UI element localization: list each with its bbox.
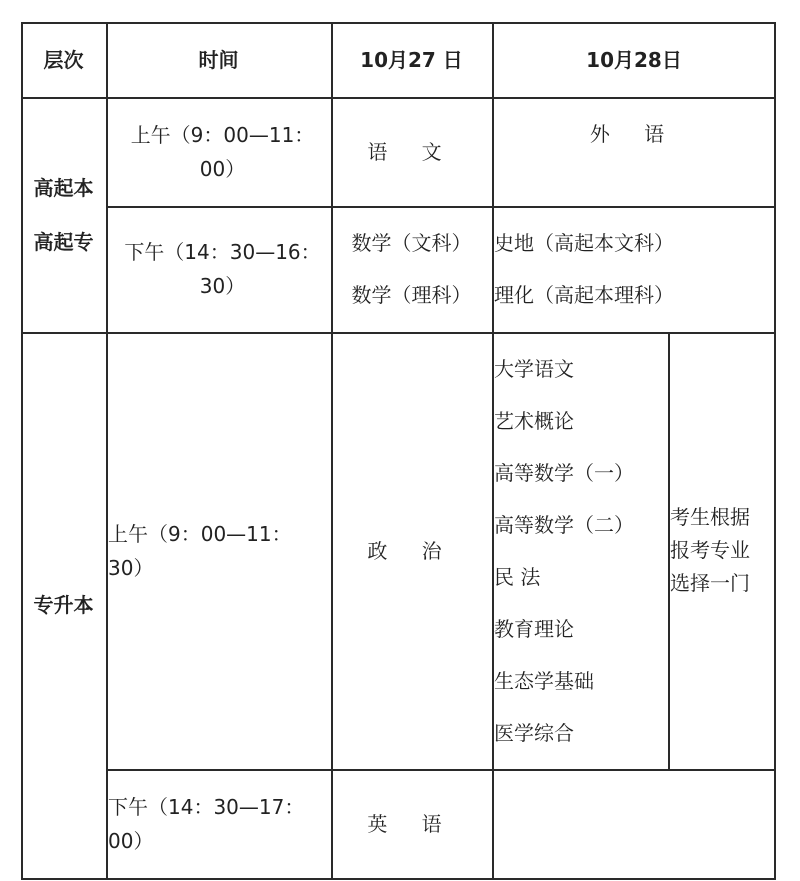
zsb-afternoon-time-line2: 00） xyxy=(108,828,154,853)
gqb-morning-time xyxy=(106,97,331,206)
gqb-afternoon-time-line1: 下午（14：30—16： xyxy=(124,240,321,264)
zsb-morning-time-line1: 上午（9：00—11： xyxy=(108,521,292,546)
header-day2-text: 10月28日 xyxy=(586,47,682,72)
subject-item: 大学语文 xyxy=(494,356,574,381)
gqb-afternoon-time-line2: 30） xyxy=(199,274,246,298)
zsb-morning-note xyxy=(670,332,774,769)
zsb-morning-subjects xyxy=(494,332,668,769)
header-time-text: 时间 xyxy=(198,47,239,72)
note-line: 选择一门 xyxy=(670,571,750,595)
level-zsb-text: 专升本 xyxy=(33,593,94,617)
header-level-text: 层次 xyxy=(43,47,84,72)
header-level xyxy=(21,22,106,97)
zsb-afternoon-time xyxy=(108,769,331,878)
subject-item: 艺术概论 xyxy=(494,408,574,433)
gqb-morning-day2 xyxy=(492,97,776,206)
zsb-afternoon-day1-text: 英 语 xyxy=(367,811,456,836)
subject-item: 高等数学（二） xyxy=(494,512,634,537)
gqb-afternoon-day2 xyxy=(494,206,774,332)
zsb-morning-time-line2: 30） xyxy=(108,555,154,580)
note-line: 报考专业 xyxy=(670,538,750,562)
exam-schedule-table xyxy=(21,22,776,880)
zsb-morning-day1-text: 政 治 xyxy=(367,538,456,563)
gqb-morning-day2-text: 外 语 xyxy=(589,122,679,146)
level-gqb xyxy=(21,97,106,332)
level-zsb xyxy=(21,332,106,878)
subject-item: 民 法 xyxy=(494,564,541,589)
gqb-morning-time-line1: 上午（9：00—11： xyxy=(130,122,315,147)
gqb-afternoon-day1-item: 数学（理科） xyxy=(351,283,472,307)
gqb-morning-time-line2: 00） xyxy=(199,156,246,181)
header-day2 xyxy=(492,22,776,97)
level-gqb-line2: 高起专 xyxy=(33,229,94,254)
zsb-afternoon-day2 xyxy=(492,769,776,878)
subject-item: 生态学基础 xyxy=(494,668,594,693)
gqb-afternoon-day1 xyxy=(331,206,492,332)
gqb-afternoon-day1-item: 数学（文科） xyxy=(351,231,472,255)
gqb-afternoon-day2-item: 理化（高起本理科） xyxy=(494,283,674,307)
gqb-afternoon-time xyxy=(106,206,331,332)
note-line: 考生根据 xyxy=(670,505,750,529)
gqb-morning-day1 xyxy=(331,97,492,206)
zsb-afternoon-time-line1: 下午（14：30—17： xyxy=(108,794,305,819)
subject-item: 教育理论 xyxy=(494,616,574,641)
subject-item: 高等数学（一） xyxy=(494,460,634,485)
level-gqb-line1: 高起本 xyxy=(33,175,94,200)
zsb-morning-time xyxy=(108,332,331,769)
header-day1-text: 10月27 日 xyxy=(360,47,463,72)
gqb-morning-day1-text: 语 文 xyxy=(367,139,456,164)
gqb-afternoon-day2-item: 史地（高起本文科） xyxy=(494,231,674,255)
zsb-afternoon-day1 xyxy=(331,769,492,878)
subject-item: 医学综合 xyxy=(494,720,574,745)
table-rule xyxy=(21,878,776,880)
header-day1 xyxy=(331,22,492,97)
header-time xyxy=(106,22,331,97)
zsb-morning-day1 xyxy=(331,332,492,769)
